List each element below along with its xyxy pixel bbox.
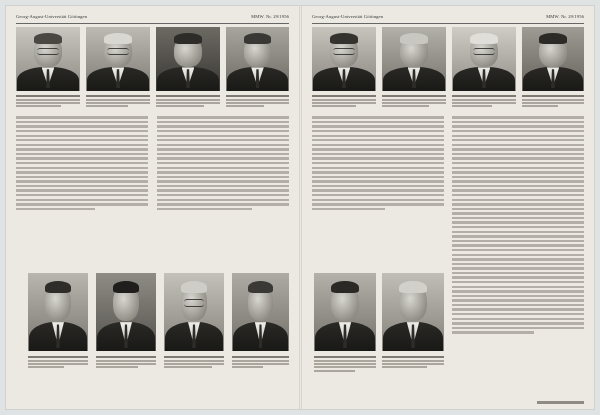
portrait-14 — [382, 273, 444, 351]
portrait-11 — [452, 27, 516, 91]
right-page — [302, 6, 594, 409]
portrait-2 — [86, 27, 150, 91]
caption-7 — [164, 355, 224, 370]
portrait-9 — [312, 27, 376, 91]
caption-14 — [382, 355, 444, 370]
right-body-column-1 — [312, 114, 444, 212]
left-body-column-2 — [157, 114, 289, 212]
right-body-column-2 — [452, 114, 584, 336]
portrait-13 — [314, 273, 376, 351]
caption-1 — [16, 94, 80, 109]
caption-10 — [382, 94, 446, 109]
left-running-head-title: Georg-August-Universität Göttingen — [16, 14, 88, 19]
magazine-spread — [6, 6, 594, 409]
caption-9 — [312, 94, 376, 109]
caption-6 — [96, 355, 156, 370]
left-head-rule — [16, 23, 289, 24]
right-running-head-title: Georg-August-Universität Göttingen — [312, 14, 384, 19]
portrait-7 — [164, 273, 224, 351]
caption-11 — [452, 94, 516, 109]
portrait-6 — [96, 273, 156, 351]
portrait-3 — [156, 27, 220, 91]
portrait-10 — [382, 27, 446, 91]
caption-3 — [156, 94, 220, 109]
left-body-column-1 — [16, 114, 148, 212]
portrait-8 — [232, 273, 289, 351]
caption-13 — [314, 355, 376, 373]
caption-4 — [226, 94, 289, 109]
right-head-rule — [312, 23, 584, 24]
caption-5 — [28, 355, 88, 370]
right-running-head — [312, 14, 584, 22]
portrait-12 — [522, 27, 584, 91]
right-running-head-issue: MMW. Nr. 29/1956 — [546, 14, 584, 19]
portrait-1 — [16, 27, 80, 91]
left-page — [6, 6, 299, 409]
portrait-4 — [226, 27, 289, 91]
caption-12 — [522, 94, 584, 109]
portrait-5 — [28, 273, 88, 351]
caption-8 — [232, 355, 289, 370]
left-running-head — [16, 14, 289, 22]
caption-2 — [86, 94, 150, 109]
left-running-head-issue: MMW. Nr. 29/1956 — [251, 14, 289, 19]
article-signature — [537, 401, 584, 404]
